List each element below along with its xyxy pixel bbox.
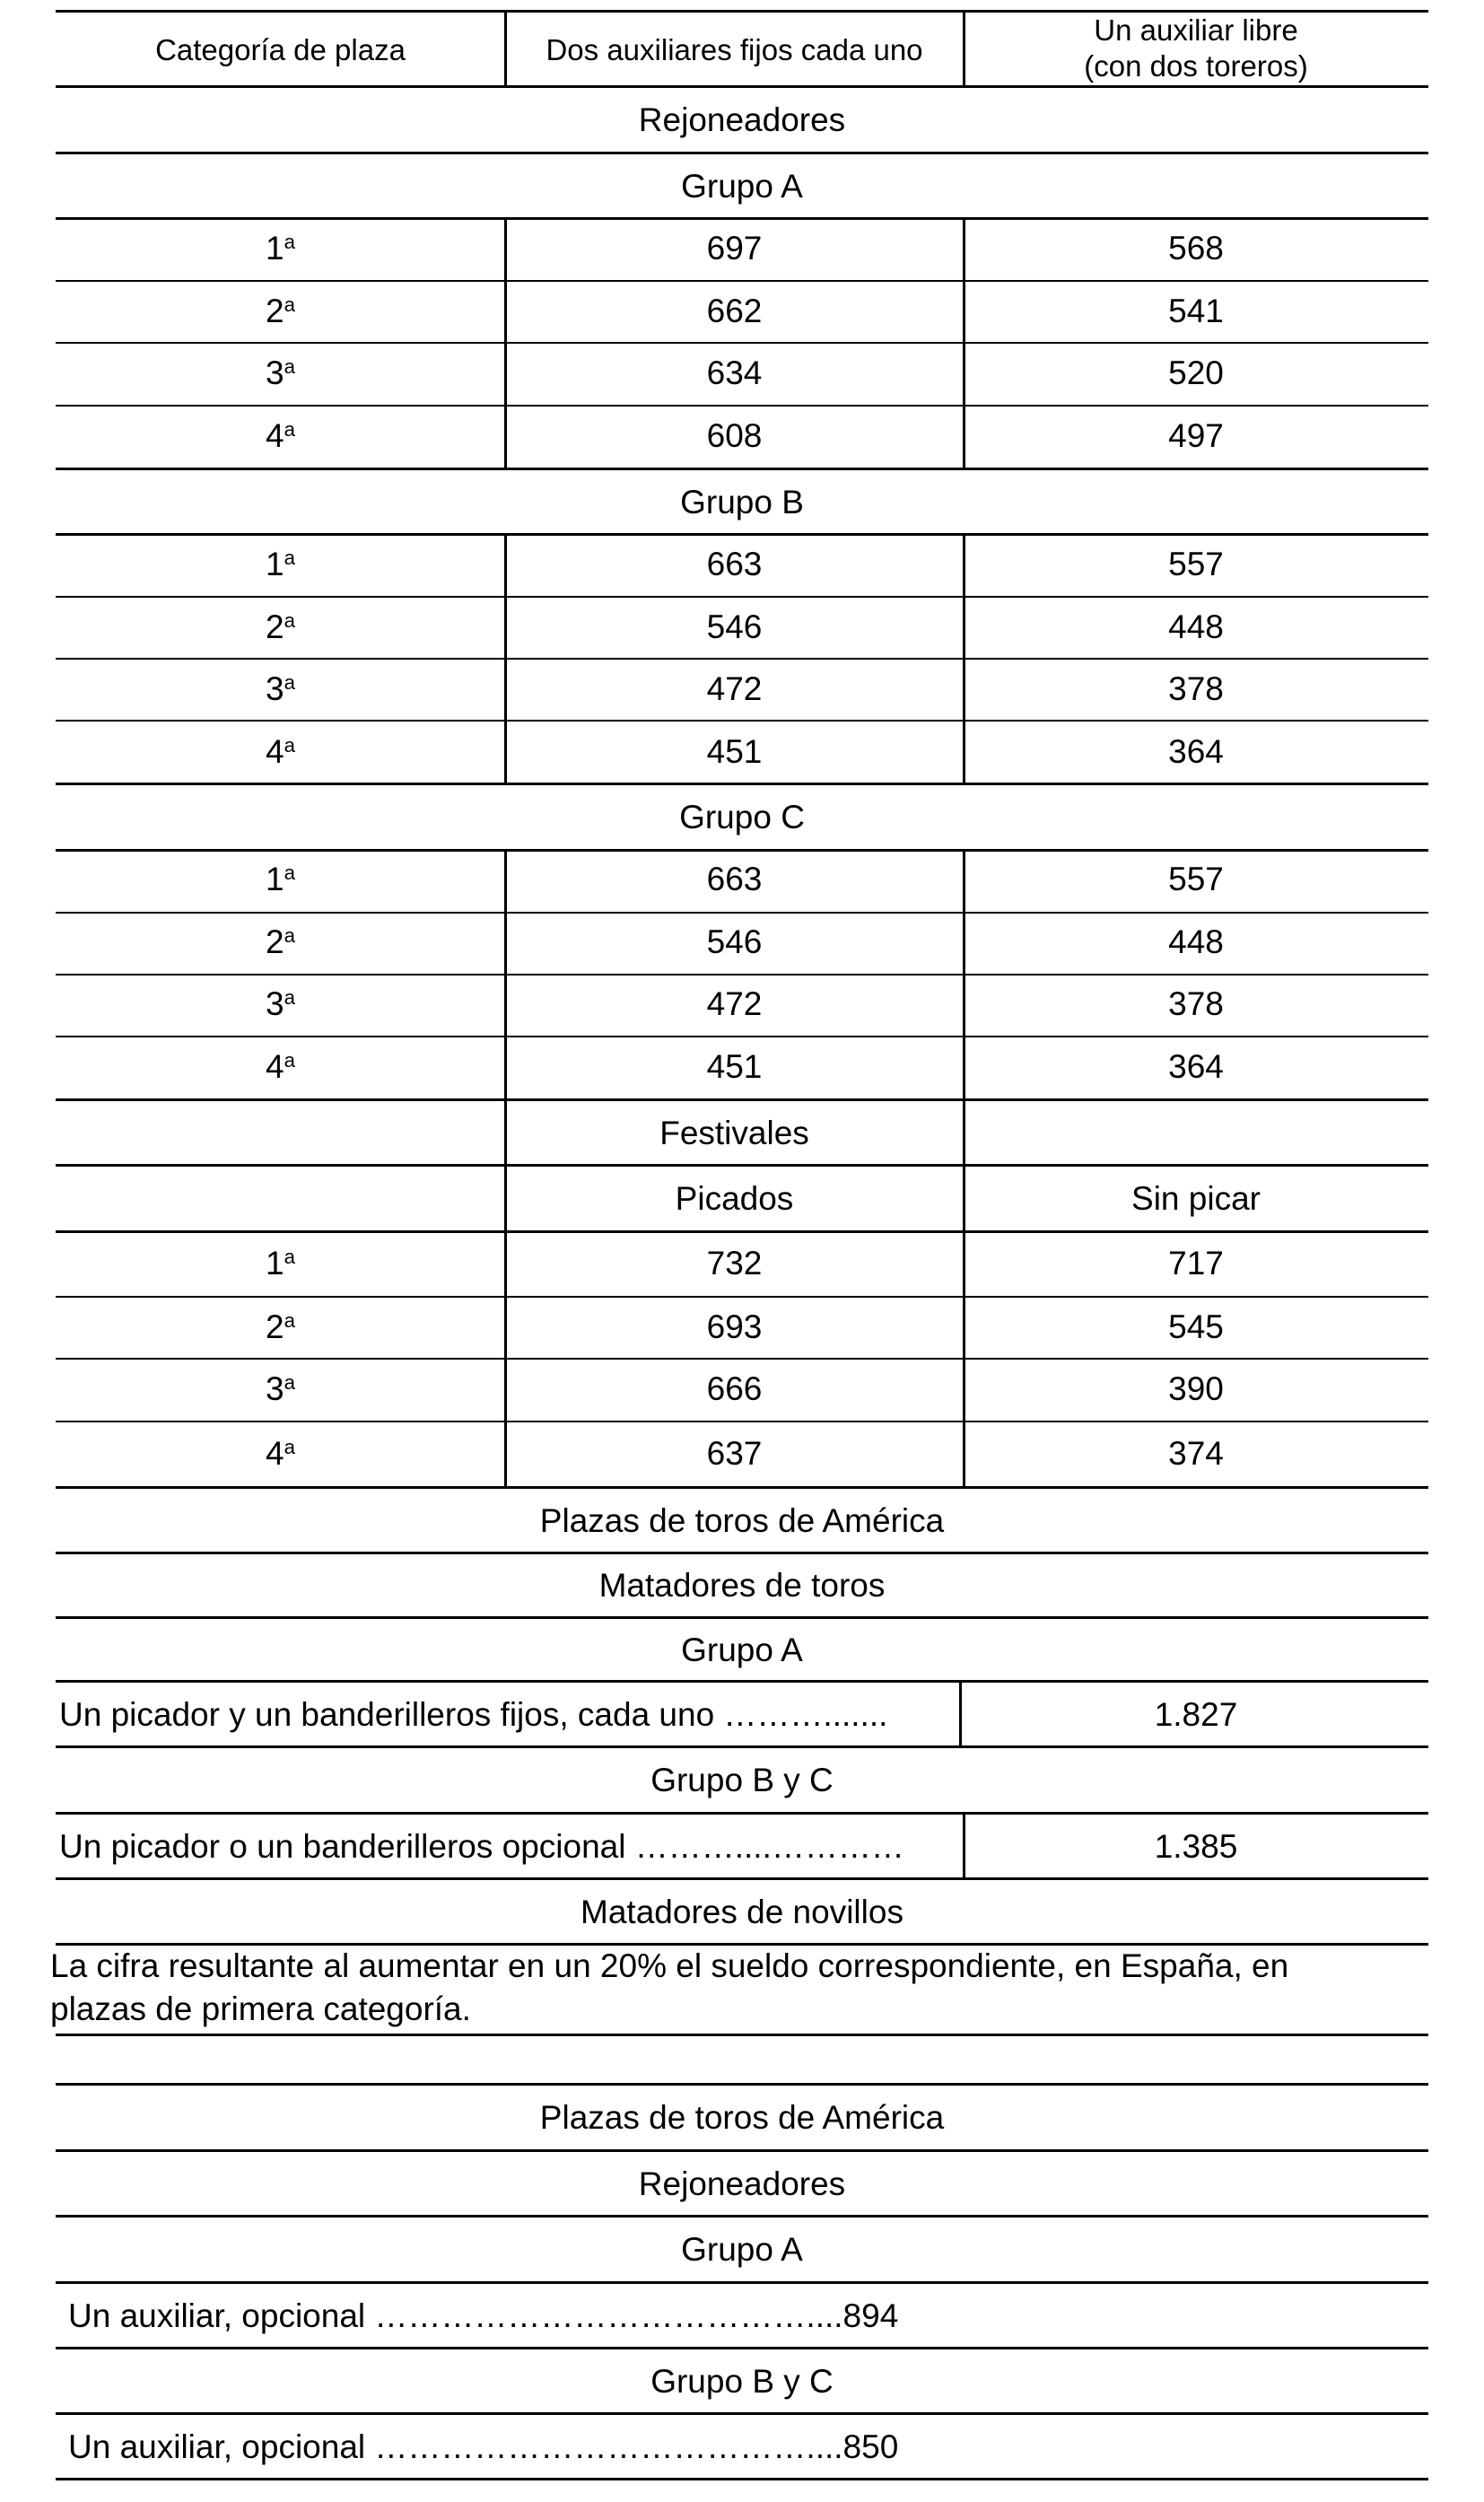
subsection-title: Rejoneadores (638, 2165, 846, 2202)
value-two-fixed: 662 (706, 293, 763, 329)
ordinal-suffix: a (284, 861, 295, 884)
value-free: 364 (1168, 1048, 1224, 1085)
value-free: 364 (1168, 733, 1224, 770)
category-cell (56, 862, 505, 896)
rule-line (56, 2083, 1428, 2086)
rule-line (56, 2478, 1428, 2480)
value-free: 568 (1168, 230, 1224, 267)
rule-line (56, 152, 1428, 154)
rule-line (56, 1358, 1428, 1360)
category-cell (56, 419, 505, 452)
category-cell (56, 294, 505, 328)
header-two-fixed: Dos auxiliares fijos cada uno (546, 33, 923, 66)
rule-line (56, 720, 1428, 722)
festivales-col-sin-picar: Sin picar (1131, 1180, 1261, 1217)
category-cell (56, 1372, 505, 1405)
value-free: 541 (1168, 293, 1224, 329)
group-label: Grupo B (680, 484, 804, 521)
ordinal-suffix: a (284, 546, 295, 569)
rule-line (56, 2149, 1428, 2152)
ordinal-suffix: a (284, 293, 295, 316)
ordinal-suffix: a (284, 923, 295, 947)
section-title: Plazas de toros de América (539, 1502, 945, 1539)
rule-line (56, 85, 1428, 88)
ordinal-suffix: a (284, 670, 295, 694)
value-two-fixed: 451 (706, 1048, 763, 1085)
festivales-col-picados: Picados (675, 1180, 794, 1217)
rule-line (56, 1486, 1428, 1489)
category-cell (56, 356, 505, 389)
category-cell (56, 672, 505, 705)
ordinal-suffix: a (284, 354, 295, 378)
section-title: Rejoneadores (638, 101, 846, 138)
header-free-l2: (con dos toreros) (1084, 49, 1308, 83)
rule-line (56, 1421, 1428, 1422)
rule-line (56, 280, 1428, 282)
rule-line (56, 1164, 1428, 1167)
category-number: 2 (266, 1308, 284, 1345)
rule-line (56, 658, 1428, 660)
header-free-l1: Un auxiliar libre (1094, 13, 1298, 47)
rule-line (56, 1230, 1428, 1233)
value-sin-picar: 717 (1168, 1245, 1224, 1282)
category-cell (56, 547, 505, 581)
ordinal-suffix: a (284, 1048, 295, 1072)
value-two-fixed: 546 (706, 923, 763, 960)
rule-line (56, 2034, 1428, 2036)
rule-line (56, 217, 1428, 220)
value-two-fixed: 451 (706, 733, 763, 770)
rule-line (56, 1812, 1428, 1815)
category-number: 2 (266, 608, 284, 645)
rule-line (56, 2347, 1428, 2349)
rule-line (56, 974, 1428, 975)
group-label: Grupo B y C (650, 2363, 834, 2400)
value-free: 497 (1168, 417, 1224, 454)
category-number: 1 (266, 861, 284, 897)
value-free: 557 (1168, 861, 1224, 897)
category-cell (56, 1050, 505, 1083)
rule-line (56, 1296, 1428, 1298)
value-free: 378 (1168, 670, 1224, 707)
value-two-fixed: 663 (706, 546, 763, 582)
rule-line (56, 1877, 1428, 1880)
category-number: 3 (266, 670, 284, 707)
rule-line (56, 1036, 1428, 1037)
rule-line (56, 596, 1428, 598)
ordinal-suffix: a (284, 1308, 295, 1332)
value-sin-picar: 545 (1168, 1308, 1224, 1345)
rule-line (56, 1680, 1428, 1683)
value-two-fixed: 697 (706, 230, 763, 267)
rule-line (56, 1745, 1428, 1748)
group-label: Grupo A (681, 168, 803, 205)
category-number: 4 (266, 733, 284, 770)
category-cell (56, 610, 505, 643)
category-number: 3 (266, 1370, 284, 1407)
ordinal-suffix: a (284, 1370, 295, 1394)
group-label: Grupo A (681, 2231, 803, 2268)
category-number: 3 (266, 985, 284, 1022)
ordinal-suffix: a (284, 608, 295, 632)
rule-line (56, 912, 1428, 914)
header-category: Categoría de plaza (155, 33, 406, 66)
category-cell (56, 1310, 505, 1343)
ordinal-suffix: a (284, 1245, 295, 1268)
column-divider (959, 1681, 962, 1746)
group-a-text: Un picador y un banderilleros fijos, cada uno ………....... (59, 1696, 888, 1733)
ordinal-suffix: a (284, 417, 295, 441)
ordinal-suffix: a (284, 230, 295, 253)
festivales-title: Festivales (659, 1115, 809, 1151)
rule-line (56, 342, 1428, 344)
rule-line (56, 2281, 1428, 2284)
rule-line (56, 1098, 1428, 1101)
group-label: Grupo B y C (650, 1762, 834, 1798)
value-two-fixed: 663 (706, 861, 763, 897)
ordinal-suffix: a (284, 1435, 295, 1458)
group-a-value: 1.827 (1154, 1696, 1238, 1733)
novillos-text-line1: La cifra resultante al aumentar en un 20% el sueldo correspondiente, en España, en (50, 1947, 1289, 1984)
category-cell (56, 987, 505, 1020)
value-free: 378 (1168, 985, 1224, 1022)
value-free: 448 (1168, 608, 1224, 645)
section-title: Plazas de toros de América (539, 2099, 945, 2136)
value-two-fixed: 472 (706, 985, 763, 1022)
value-free: 448 (1168, 923, 1224, 960)
value-picados: 693 (706, 1308, 763, 1345)
rule-line (56, 2412, 1428, 2415)
value-sin-picar: 390 (1168, 1370, 1224, 1407)
value-two-fixed: 472 (706, 670, 763, 707)
value-picados: 732 (706, 1245, 763, 1282)
group-bc-text: Un picador o un banderilleros opcional ………....………… (59, 1828, 904, 1865)
value-picados: 637 (706, 1435, 763, 1472)
category-cell (56, 1247, 505, 1280)
rule-line (56, 783, 1428, 785)
value-two-fixed: 634 (706, 354, 763, 391)
group-bc-text: Un auxiliar, opcional …………………………………....850 (68, 2428, 899, 2465)
rule-line (56, 1552, 1428, 1554)
value-sin-picar: 374 (1168, 1435, 1224, 1472)
value-two-fixed: 608 (706, 417, 763, 454)
rule-line (56, 1943, 1428, 1946)
group-label: Grupo A (681, 1632, 803, 1668)
category-cell (56, 925, 505, 958)
value-free: 520 (1168, 354, 1224, 391)
rule-line (56, 1616, 1428, 1619)
rule-line (56, 405, 1428, 407)
subsection-title: Matadores de toros (598, 1567, 886, 1604)
category-number: 4 (266, 1435, 284, 1472)
category-number: 2 (266, 293, 284, 329)
ordinal-suffix: a (284, 733, 295, 757)
value-free: 557 (1168, 546, 1224, 582)
value-picados: 666 (706, 1370, 763, 1407)
group-label: Grupo C (679, 799, 805, 835)
category-number: 1 (266, 1245, 284, 1282)
category-cell (56, 1437, 505, 1470)
ordinal-suffix: a (284, 985, 295, 1009)
rule-line (56, 849, 1428, 852)
category-number: 3 (266, 354, 284, 391)
category-number: 4 (266, 417, 284, 454)
rule-line (56, 468, 1428, 470)
novillos-text-line2: plazas de primera categoría. (50, 1990, 471, 2027)
group-bc-value: 1.385 (1154, 1828, 1238, 1865)
category-number: 4 (266, 1048, 284, 1085)
category-number: 1 (266, 546, 284, 582)
category-number: 2 (266, 923, 284, 960)
value-two-fixed: 546 (706, 608, 763, 645)
group-a-text: Un auxiliar, opcional …………………………………....894 (68, 2297, 899, 2334)
rule-line (56, 2215, 1428, 2218)
category-number: 1 (266, 230, 284, 267)
rule-line (56, 533, 1428, 536)
category-cell (56, 735, 505, 768)
category-cell (56, 232, 505, 265)
subsection-title: Matadores de novillos (581, 1894, 903, 1930)
